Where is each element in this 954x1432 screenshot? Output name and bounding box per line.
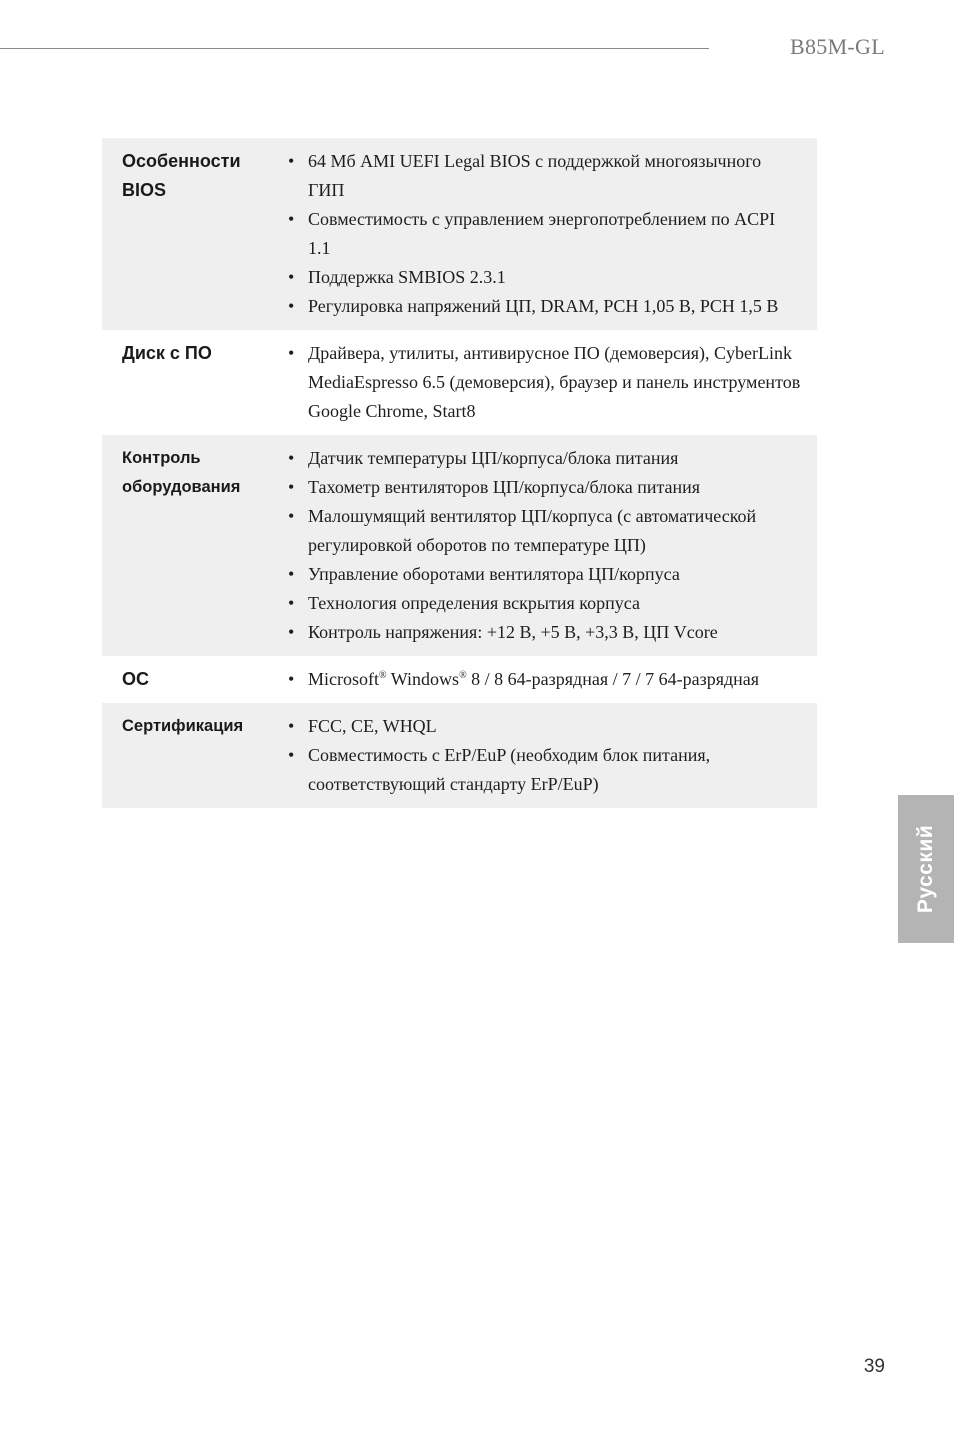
list-item [282, 339, 801, 426]
spec-row-software-disc [102, 330, 817, 435]
list-item [282, 502, 801, 560]
language-tab-label: Русский [914, 824, 937, 914]
spec-row-hardware-monitor [102, 435, 817, 656]
spec-label: Особенности BIOS [122, 151, 241, 200]
item-text: Совместимость с ErP/EuP (необходим блок питания, соответствующий стандарту ErP/EuP) [308, 745, 711, 794]
list-item [282, 665, 801, 694]
bullet: • [288, 506, 295, 526]
model-title: B85M-GL [790, 34, 885, 59]
list-item [282, 205, 801, 263]
page-number: 39 [863, 1356, 885, 1377]
item-text: Малошумящий вентилятор ЦП/корпуса (с автоматической регулировкой оборотов по температуре ЦП) [308, 506, 757, 555]
item-text: 64 Мб AMI UEFI Legal BIOS с поддержкой многоязычного ГИП [308, 151, 762, 200]
spec-row-os [102, 656, 817, 703]
item-text: Управление оборотами вентилятора ЦП/корпуса [308, 564, 680, 584]
item-text: Тахометр вентиляторов ЦП/корпуса/блока питания [308, 477, 701, 497]
spec-table [102, 138, 817, 808]
bullet: • [288, 296, 295, 316]
list-item [282, 712, 801, 741]
bullet: • [288, 343, 295, 363]
bullet: • [288, 209, 295, 229]
item-text: FCC, CE, WHQL [308, 716, 437, 736]
item-text: Технология определения вскрытия корпуса [308, 593, 640, 613]
spec-items [282, 712, 817, 799]
item-text: Контроль напряжения: +12 В, +5 В, +3,3 В, ЦП Vcore [308, 622, 718, 642]
item-text: Регулировка напряжений ЦП, DRAM, PCH 1,05 В, PCH 1,5 В [308, 296, 779, 316]
spec-row-bios [102, 138, 817, 330]
spec-items [282, 665, 817, 694]
spec-items [282, 339, 817, 426]
spec-label: Контроль оборудования [122, 449, 241, 496]
os-text-part3: 8 / 8 64-разрядная / 7 / 7 64-разрядная [466, 669, 760, 689]
list-item [282, 444, 801, 473]
spec-label: ОС [122, 669, 149, 689]
bullet: • [288, 564, 295, 584]
bullet: • [288, 477, 295, 497]
header-rule [0, 48, 709, 49]
spec-label: Диск с ПО [122, 343, 212, 363]
list-item [282, 560, 801, 589]
spec-items [282, 444, 817, 647]
list-item [282, 589, 801, 618]
list-item [282, 147, 801, 205]
list-item [282, 473, 801, 502]
spec-row-certifications [102, 703, 817, 808]
item-text: Датчик температуры ЦП/корпуса/блока питания [308, 448, 679, 468]
item-text: Драйвера, утилиты, антивирусное ПО (демоверсия), CyberLink MediaEspresso 6.5 (демоверсия), браузер и панель инструментов Google Chrome, Start8 [308, 343, 801, 421]
bullet: • [288, 622, 295, 642]
bullet: • [288, 593, 295, 613]
bullet: • [288, 745, 295, 765]
language-tab [898, 795, 954, 943]
spec-items [282, 147, 817, 321]
bullet: • [288, 267, 295, 287]
os-text-part2: Windows [386, 669, 460, 689]
registered-mark: ® [459, 670, 467, 681]
item-text: Поддержка SMBIOS 2.3.1 [308, 267, 506, 287]
item-text: Совместимость с управлением энергопотреблением по ACPI 1.1 [308, 209, 776, 258]
bullet: • [288, 448, 295, 468]
list-item [282, 263, 801, 292]
bullet: • [288, 669, 295, 689]
bullet: • [288, 151, 295, 171]
registered-mark: ® [379, 670, 387, 681]
os-text-part1: Microsoft [308, 669, 379, 689]
spec-label: Сертификация [122, 717, 244, 735]
list-item [282, 741, 801, 799]
bullet: • [288, 716, 295, 736]
list-item [282, 618, 801, 647]
list-item [282, 292, 801, 321]
